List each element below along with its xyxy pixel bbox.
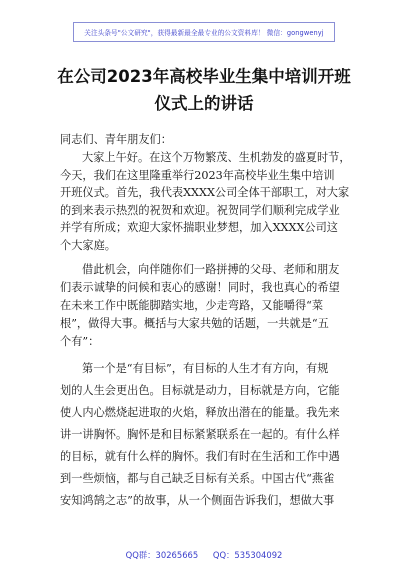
body-line: 根”，做得大事。概括与大家共勉的话题，一共就是“五 [60, 317, 329, 330]
document-title-line-1: 在公司2023年高校毕业生集中培训开班 [57, 67, 351, 86]
body-line: 讲一讲胸怀。胸怀是和目标紧紧联系在一起的。有什么样 [60, 428, 340, 441]
body-line: 第一个是“有目标”，有目标的人生才有方向，有规 [82, 362, 329, 375]
body-line: 的目标，就有什么样的胸怀。我们有时在生活和工作中遇 [60, 450, 340, 463]
body-line: 开班仪式。首先，我代表XXXX公司全体干部职工，对大家 [60, 186, 350, 199]
body-line: 大家上午好。在这个万物繁茂、生机勃发的盛夏时节， [82, 151, 351, 164]
qq-group: QQ群：30265665 [125, 550, 199, 560]
body-line: 使人内心燃烧起进取的火焰，释放出潜在的能量。我先来 [60, 406, 340, 419]
promo-banner-text: 关注头条号"公文研究"，获得最新最全最专业的公文资料库！ 微信：gongwenyj [84, 29, 324, 37]
body-line: 在未来工作中既能脚踏实地，少走弯路，又能嚼得“菜 [60, 299, 324, 312]
body-line: 并学有所成；欢迎大家怀揣职业梦想，加入XXXX公司这 [60, 221, 338, 234]
qq-number: QQ：535304092 [212, 550, 283, 560]
salutation: 同志们、青年朋友们： [60, 133, 172, 146]
promo-banner [73, 22, 335, 42]
body-line: 个大家庭。 [60, 238, 116, 252]
body-line: 安知鸿鹄之志”的故事，从一个侧面告诉我们，想做大事 [60, 494, 335, 507]
body-line: 今天，我们在这里隆重举行2023年高校毕业生集中培训 [60, 168, 335, 182]
footer-contact [0, 549, 408, 561]
body-line: 到一些烦恼，都与自己缺乏目标有关系。中国古代“燕雀 [60, 472, 335, 485]
body-line: 们表示诚挚的问候和衷心的感谢！同时，我也真心的希望 [60, 281, 340, 294]
body-line: 借此机会，向伴随你们一路拼搏的父母、老师和朋友 [82, 263, 340, 276]
document-title-line-2: 仪式上的讲话 [154, 94, 254, 113]
body-line: 的到来表示热烈的祝贺和欢迎。祝贺同学们顺利完成学业 [60, 203, 340, 217]
body-line: 个有”： [60, 335, 100, 348]
body-line: 划的人生会更出色。目标就是动力，目标就是方向，它能 [60, 384, 340, 397]
